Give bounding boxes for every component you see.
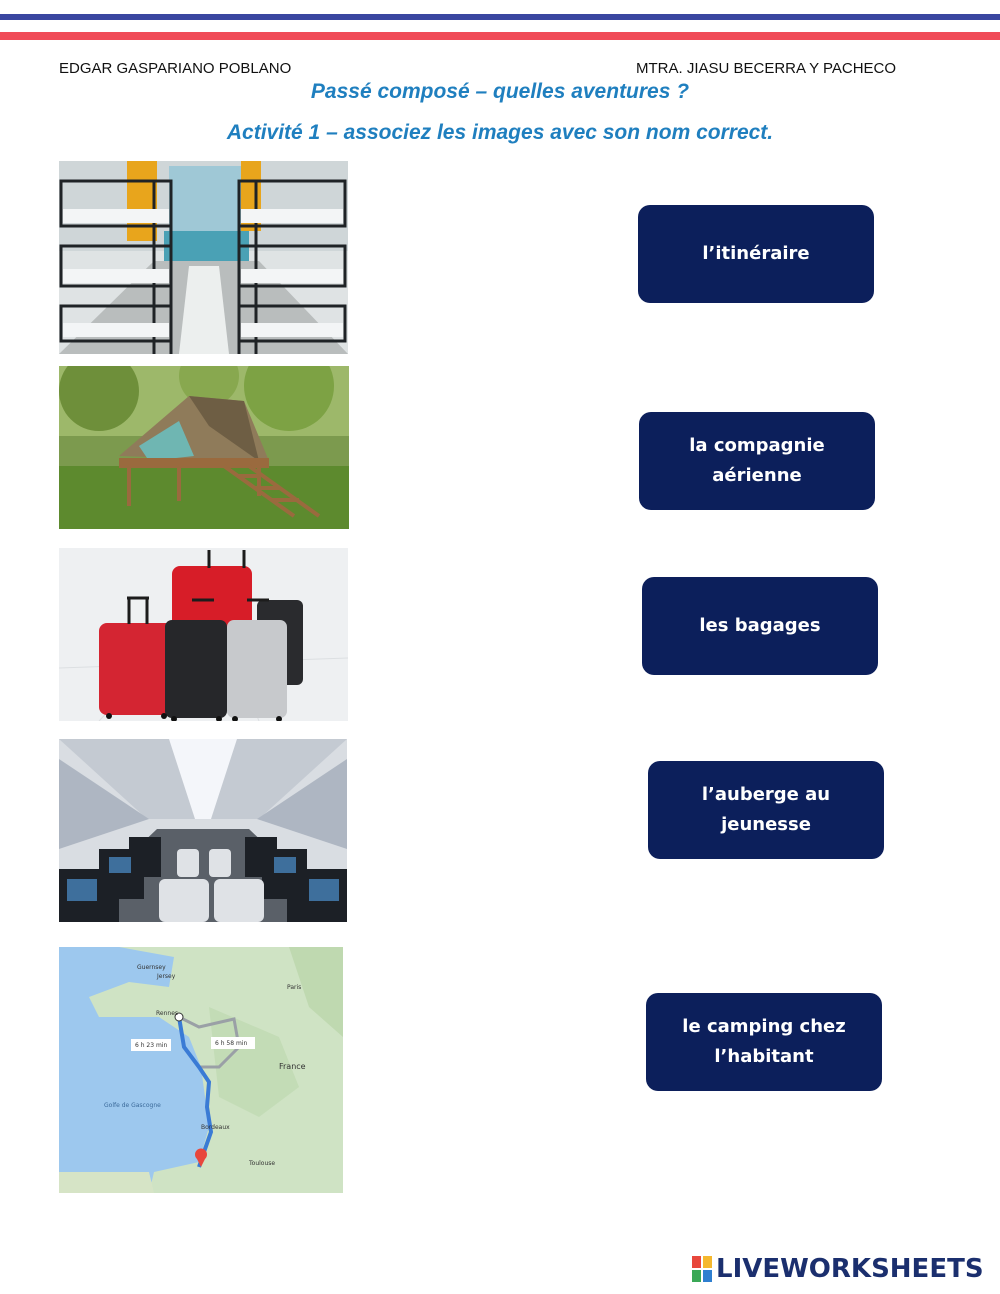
label-bagages[interactable] <box>642 577 878 675</box>
map-label-france: France <box>279 1062 306 1071</box>
map-route-time-1: 6 h 23 min <box>135 1042 168 1049</box>
label-itineraire-text: l’itinéraire <box>702 243 810 264</box>
label-auberge-jeunesse[interactable] <box>648 761 884 859</box>
label-compagnie-text-1: la compagnie <box>689 435 825 456</box>
label-bagages-text: les bagages <box>699 615 821 636</box>
route-map-photo <box>59 947 343 1193</box>
label-camping-text-1: le camping chez <box>682 1016 846 1037</box>
liveworksheets-logo <box>692 1252 984 1286</box>
header-stripe-red <box>0 32 1000 40</box>
map-label-rennes: Rennes <box>156 1010 179 1017</box>
liveworksheets-icon <box>692 1256 712 1282</box>
label-camping-habitant[interactable] <box>646 993 882 1091</box>
label-compagnie-text-2: aérienne <box>712 465 802 486</box>
map-label-bordeaux: Bordeaux <box>201 1124 230 1131</box>
label-auberge-text-2: jeunesse <box>721 814 811 835</box>
brand-name: LIVEWORKSHEETS <box>716 1254 984 1284</box>
label-itineraire[interactable] <box>638 205 874 303</box>
map-label-toulouse: Toulouse <box>249 1160 276 1167</box>
airplane-cabin-photo <box>59 739 347 922</box>
raised-tent-photo <box>59 366 349 529</box>
map-label-paris: Paris <box>287 984 302 991</box>
hostel-dormitory-photo <box>59 161 348 354</box>
label-camping-text-2: l’habitant <box>714 1046 814 1067</box>
map-label-jersey: Jersey <box>157 973 176 980</box>
label-compagnie-aerienne[interactable] <box>639 412 875 510</box>
page-title: Passé composé – quelles aventures ? <box>310 80 690 103</box>
teacher-name: MTRA. JIASU BECERRA Y PACHECO <box>636 60 897 77</box>
map-label-guernsey: Guernsey <box>137 964 166 971</box>
header-stripe-white <box>0 20 1000 32</box>
map-label-bay: Golfe de Gascogne <box>104 1102 161 1109</box>
label-auberge-text-1: l’auberge au <box>701 784 831 805</box>
activity-instructions: Activité 1 – associez les images avec son nom correct. <box>226 121 774 144</box>
suitcases-photo <box>59 548 348 721</box>
student-name: EDGAR GASPARIANO POBLANO <box>59 60 292 77</box>
map-route-time-2: 6 h 58 min <box>215 1040 248 1047</box>
